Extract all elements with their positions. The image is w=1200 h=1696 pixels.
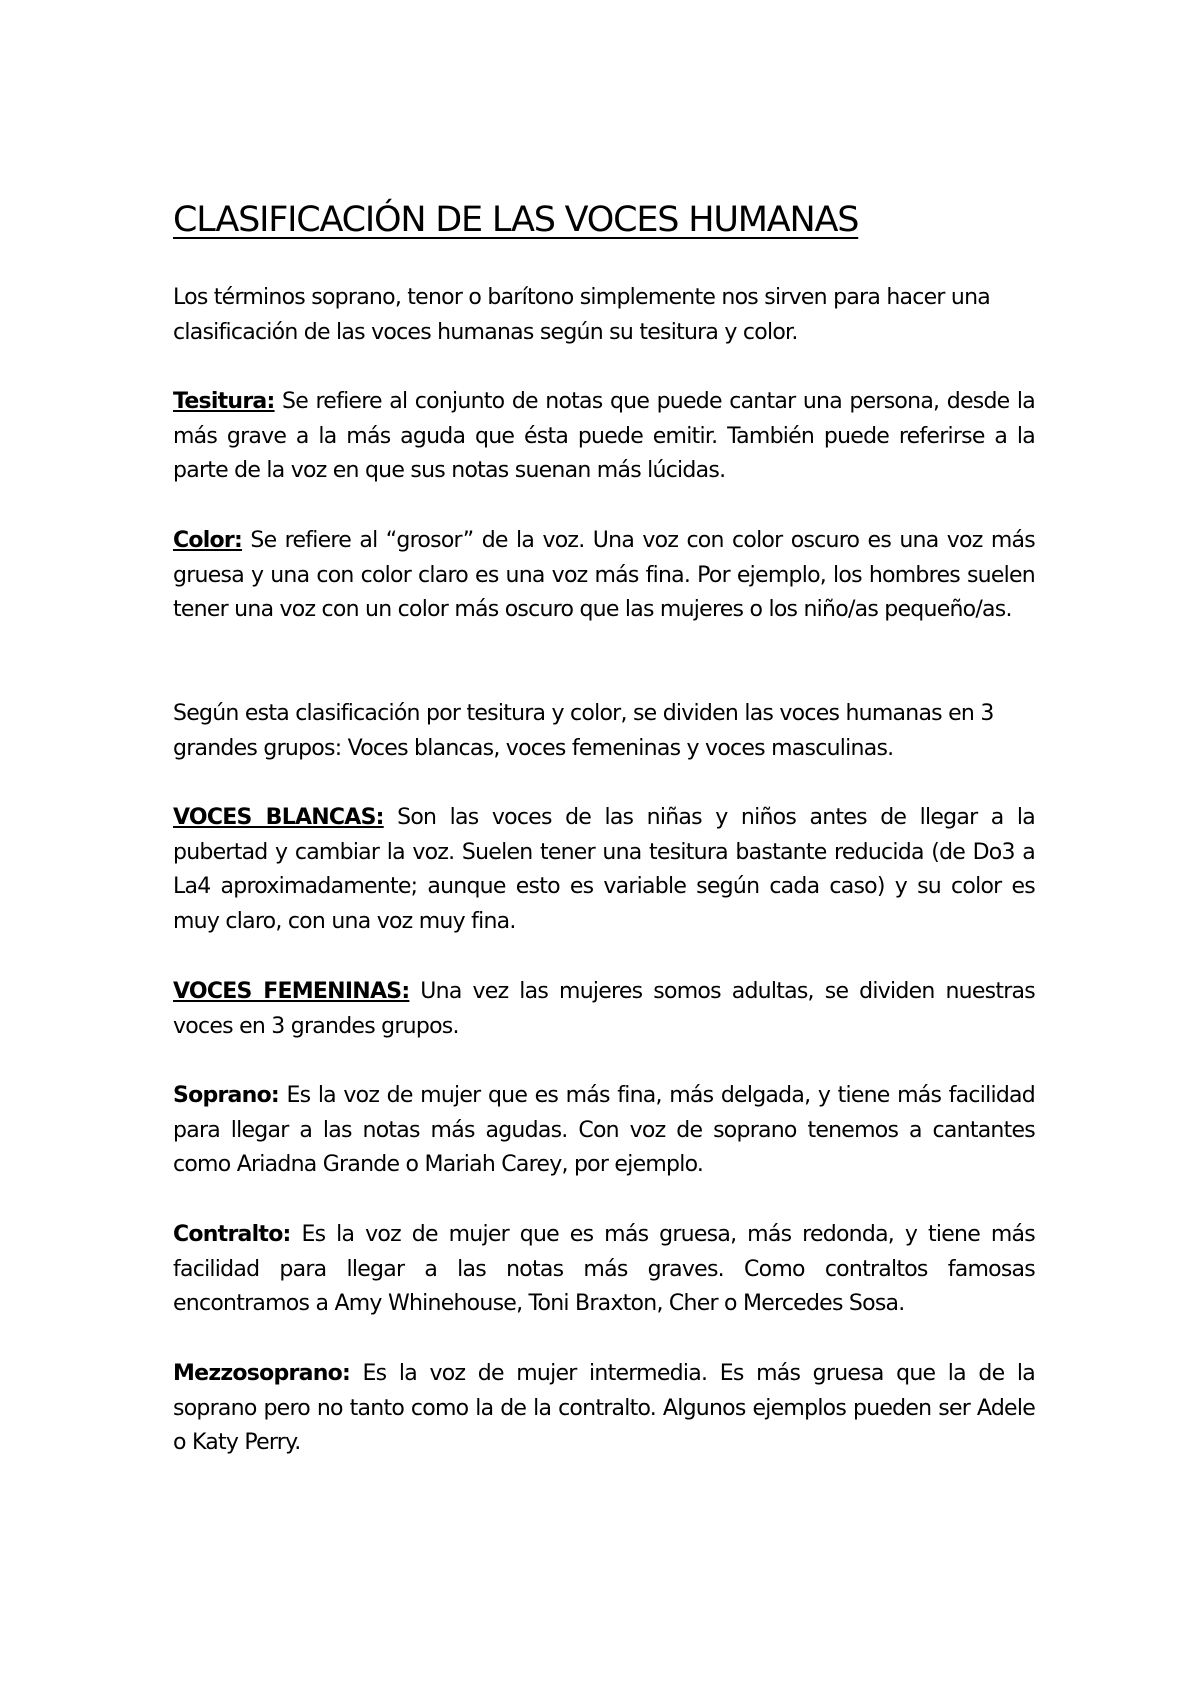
voces-femeninas-text: Una vez las mujeres somos adultas, se dividen nuestras voces en 3 grandes grupos. — [173, 979, 1035, 1039]
contralto-text: Es la voz de mujer que es más gruesa, más redonda, y tiene más facilidad para llegar a las notas más graves. Como contraltos famosas encontramos a Amy Whinehouse, Toni Braxton, Cher o Mercedes Sosa. — [173, 1222, 1035, 1316]
intro-paragraph: Los términos soprano, tenor o barítono simplemente nos sirven para hacer una clasificación de las voces humanas según su tesitura y color. — [173, 285, 991, 345]
contralto-paragraph — [173, 1218, 1035, 1322]
tesitura-label: Tesitura: — [173, 389, 275, 414]
mezzosoprano-label: Mezzosoprano: — [173, 1361, 351, 1386]
color-label: Color: — [173, 528, 243, 553]
tesitura-text: Se refiere al conjunto de notas que puede cantar una persona, desde la más grave a la más aguda que ésta puede emitir. También puede referirse a la parte de la voz en que sus notas suenan más lúcidas. — [173, 389, 1035, 483]
soprano-label: Soprano: — [173, 1083, 279, 1108]
voces-blancas-paragraph — [173, 801, 1035, 939]
mezzosoprano-paragraph — [173, 1357, 1035, 1461]
tesitura-paragraph — [173, 385, 1035, 489]
color-text: Se refiere al “grosor” de la voz. Una voz con color oscuro es una voz más gruesa y una con color claro es una voz más fina. Por ejemplo, los hombres suelen tener una voz con un color más oscuro que las mujeres o los niño/as pequeño/as. — [173, 528, 1035, 622]
color-paragraph — [173, 524, 1035, 628]
mezzosoprano-text: Es la voz de mujer intermedia. Es más gruesa que la de la soprano pero no tanto como la de la contralto. Algunos ejemplos pueden ser Adele o Katy Perry. — [173, 1361, 1035, 1455]
voces-blancas-text: Son las voces de las niñas y niños antes de llegar a la pubertad y cambiar la voz. Suelen tener una tesitura bastante reducida (de Do3 a La4 aproximadamente; aunque esto es variable según cada caso) y su color es muy claro, con una voz muy fina. — [173, 805, 1035, 934]
page-title: CLASIFICACIÓN DE LAS VOCES HUMANAS — [173, 200, 859, 240]
contralto-label: Contralto: — [173, 1222, 291, 1247]
voces-blancas-label: VOCES BLANCAS: — [173, 805, 384, 830]
groups-intro-paragraph: Según esta clasificación por tesitura y color, se dividen las voces humanas en 3 grandes grupos: Voces blancas, voces femeninas y voces masculinas. — [173, 701, 994, 761]
soprano-text: Es la voz de mujer que es más fina, más delgada, y tiene más facilidad para llegar a las notas más agudas. Con voz de soprano tenemos a cantantes como Ariadna Grande o Mariah Carey, por ejemplo. — [173, 1083, 1035, 1177]
voces-femeninas-paragraph — [173, 975, 1035, 1044]
soprano-paragraph — [173, 1079, 1035, 1183]
voces-femeninas-label: VOCES FEMENINAS: — [173, 979, 410, 1004]
